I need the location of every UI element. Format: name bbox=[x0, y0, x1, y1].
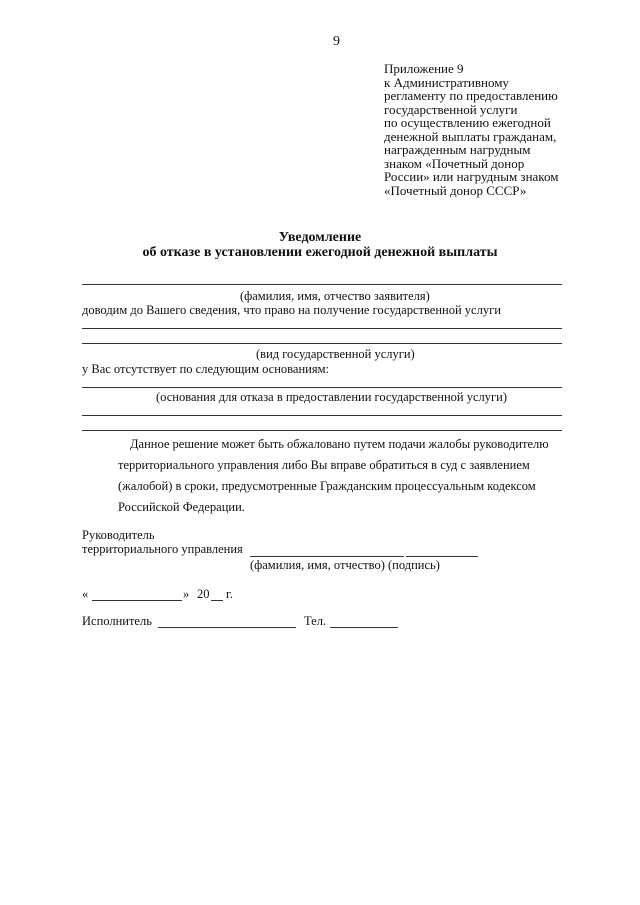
signature-caption: (фамилия, имя, отчество) (подпись) bbox=[250, 558, 440, 572]
executor-line bbox=[158, 627, 296, 628]
phone-line bbox=[330, 627, 398, 628]
service-line bbox=[82, 328, 562, 329]
appendix-line: к Административному bbox=[384, 74, 509, 90]
signature-role: Руководитель bbox=[82, 528, 155, 542]
applicant-caption: (фамилия, имя, отчество заявителя) bbox=[240, 289, 430, 303]
paragraph-line: Данное решение может быть обжаловано путем подачи жалобы руководителю bbox=[130, 437, 549, 451]
signature-role: территориального управления bbox=[82, 542, 243, 556]
grounds-caption: (основания для отказа в предоставлении государственной услуги) bbox=[156, 390, 507, 404]
appendix-line: государственной услуги bbox=[384, 101, 518, 117]
grounds-line bbox=[82, 430, 562, 431]
date-day-line bbox=[92, 600, 182, 601]
service-caption: (вид государственной услуги) bbox=[256, 347, 415, 361]
date-close-quote: » bbox=[183, 587, 190, 601]
paragraph-line: (жалобой) в сроки, предусмотренные Гражданским процессуальным кодексом bbox=[118, 479, 536, 493]
date-year-suffix: г. bbox=[226, 587, 233, 601]
appendix-line: знаком «Почетный донор bbox=[384, 155, 525, 171]
name-signature-line bbox=[250, 556, 404, 557]
paragraph-line: территориального управления либо Вы вправе обратиться в суд с заявлением bbox=[118, 458, 530, 472]
paragraph-line: Российской Федерации. bbox=[118, 500, 245, 514]
grounds-line bbox=[82, 387, 562, 388]
grounds-line bbox=[82, 415, 562, 416]
appendix-line: «Почетный донор СССР» bbox=[384, 182, 527, 198]
appendix-line: России» или нагрудным знаком bbox=[384, 169, 559, 184]
absent-text: у Вас отсутствует по следующим основаниям: bbox=[82, 362, 329, 376]
document-subtitle: об отказе в установлении ежегодной денежной выплаты bbox=[142, 245, 498, 260]
document-title: Уведомление bbox=[278, 230, 362, 245]
appendix-line: денежной выплаты гражданам, bbox=[384, 128, 557, 144]
page-number: 9 bbox=[333, 34, 340, 49]
date-open-quote: « bbox=[82, 587, 89, 601]
date-year-line bbox=[211, 600, 223, 601]
inform-text: доводим до Вашего сведения, что право на получение государственной услуги bbox=[82, 303, 501, 317]
executor-label: Исполнитель bbox=[82, 614, 152, 628]
phone-label: Тел. bbox=[304, 614, 327, 628]
service-line bbox=[82, 343, 562, 344]
applicant-name-line bbox=[82, 284, 562, 285]
appendix-line: Приложение 9 bbox=[384, 61, 464, 76]
appendix-line: регламенту по предоставлению bbox=[384, 88, 558, 103]
date-year-prefix: 20 bbox=[197, 587, 210, 601]
appendix-line: награжденным нагрудным bbox=[384, 142, 531, 157]
sign-line bbox=[406, 556, 478, 557]
appendix-header bbox=[384, 62, 558, 197]
appendix-line: по осуществлению ежегодной bbox=[384, 115, 551, 130]
